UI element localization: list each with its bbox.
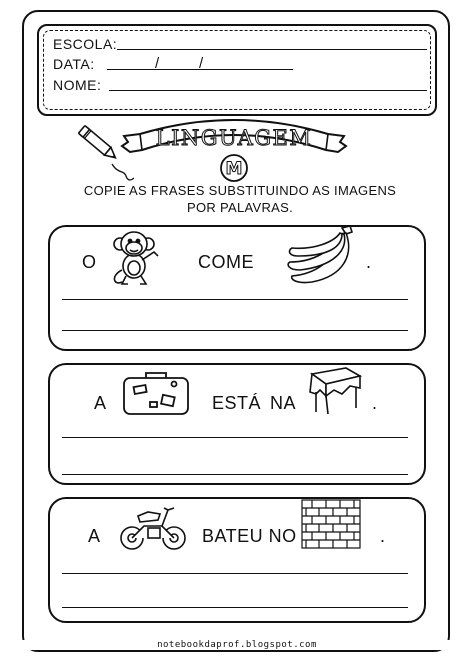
- exercise-2-word-1: A: [94, 393, 107, 413]
- school-label: ESCOLA:: [53, 36, 118, 52]
- table-picture: [306, 366, 362, 416]
- motorcycle-picture: [118, 500, 188, 552]
- exercise-1-word-2: COME: [198, 252, 254, 272]
- exercise-3-period: .: [380, 526, 386, 546]
- exercise-3-word-1: A: [88, 526, 101, 546]
- exercise-1-word-1: O: [82, 252, 97, 272]
- school-write-line[interactable]: [117, 49, 427, 50]
- name-write-line[interactable]: [109, 90, 427, 91]
- brick-wall-picture: [300, 498, 362, 550]
- exercise-card-1: [48, 225, 426, 351]
- exercise-1-write-line-2[interactable]: [62, 330, 408, 331]
- monkey-picture: [108, 226, 164, 288]
- exercise-card-2: [48, 363, 426, 485]
- exercise-card-3: [48, 497, 426, 623]
- exercise-3-write-line-2[interactable]: [62, 607, 408, 608]
- banner-letter: M: [225, 159, 243, 179]
- exercise-2-write-line-2[interactable]: [62, 474, 408, 475]
- banana-picture: [284, 224, 364, 286]
- footer-site: notebookdaprof.blogspot.com: [153, 640, 321, 650]
- instruction-line-2: POR PALAVRAS.: [186, 200, 293, 215]
- exercise-3-word-2: BATEU NO: [202, 526, 297, 546]
- linguagem-banner: [120, 112, 348, 192]
- exercise-2-write-line-1[interactable]: [62, 437, 408, 438]
- exercise-2-period: .: [372, 393, 378, 413]
- banner-title: LINGUAGEM: [155, 126, 313, 150]
- date-separator-2: /: [199, 55, 204, 72]
- date-separator-1: /: [155, 55, 160, 72]
- student-info-box: [37, 24, 437, 116]
- date-label: DATA:: [53, 56, 95, 72]
- suitcase-picture: [120, 370, 192, 418]
- name-label: NOME:: [53, 77, 102, 93]
- exercise-1-write-line-1[interactable]: [62, 299, 408, 300]
- exercise-3-write-line-1[interactable]: [62, 573, 408, 574]
- instruction-line-1: COPIE AS FRASES SUBSTITUINDO AS IMAGENS: [83, 183, 397, 198]
- exercise-1-period: .: [366, 252, 372, 272]
- footer: [0, 640, 474, 650]
- exercise-2-word-2: ESTÁ: [212, 393, 262, 413]
- exercise-2-word-3: NA: [270, 393, 297, 413]
